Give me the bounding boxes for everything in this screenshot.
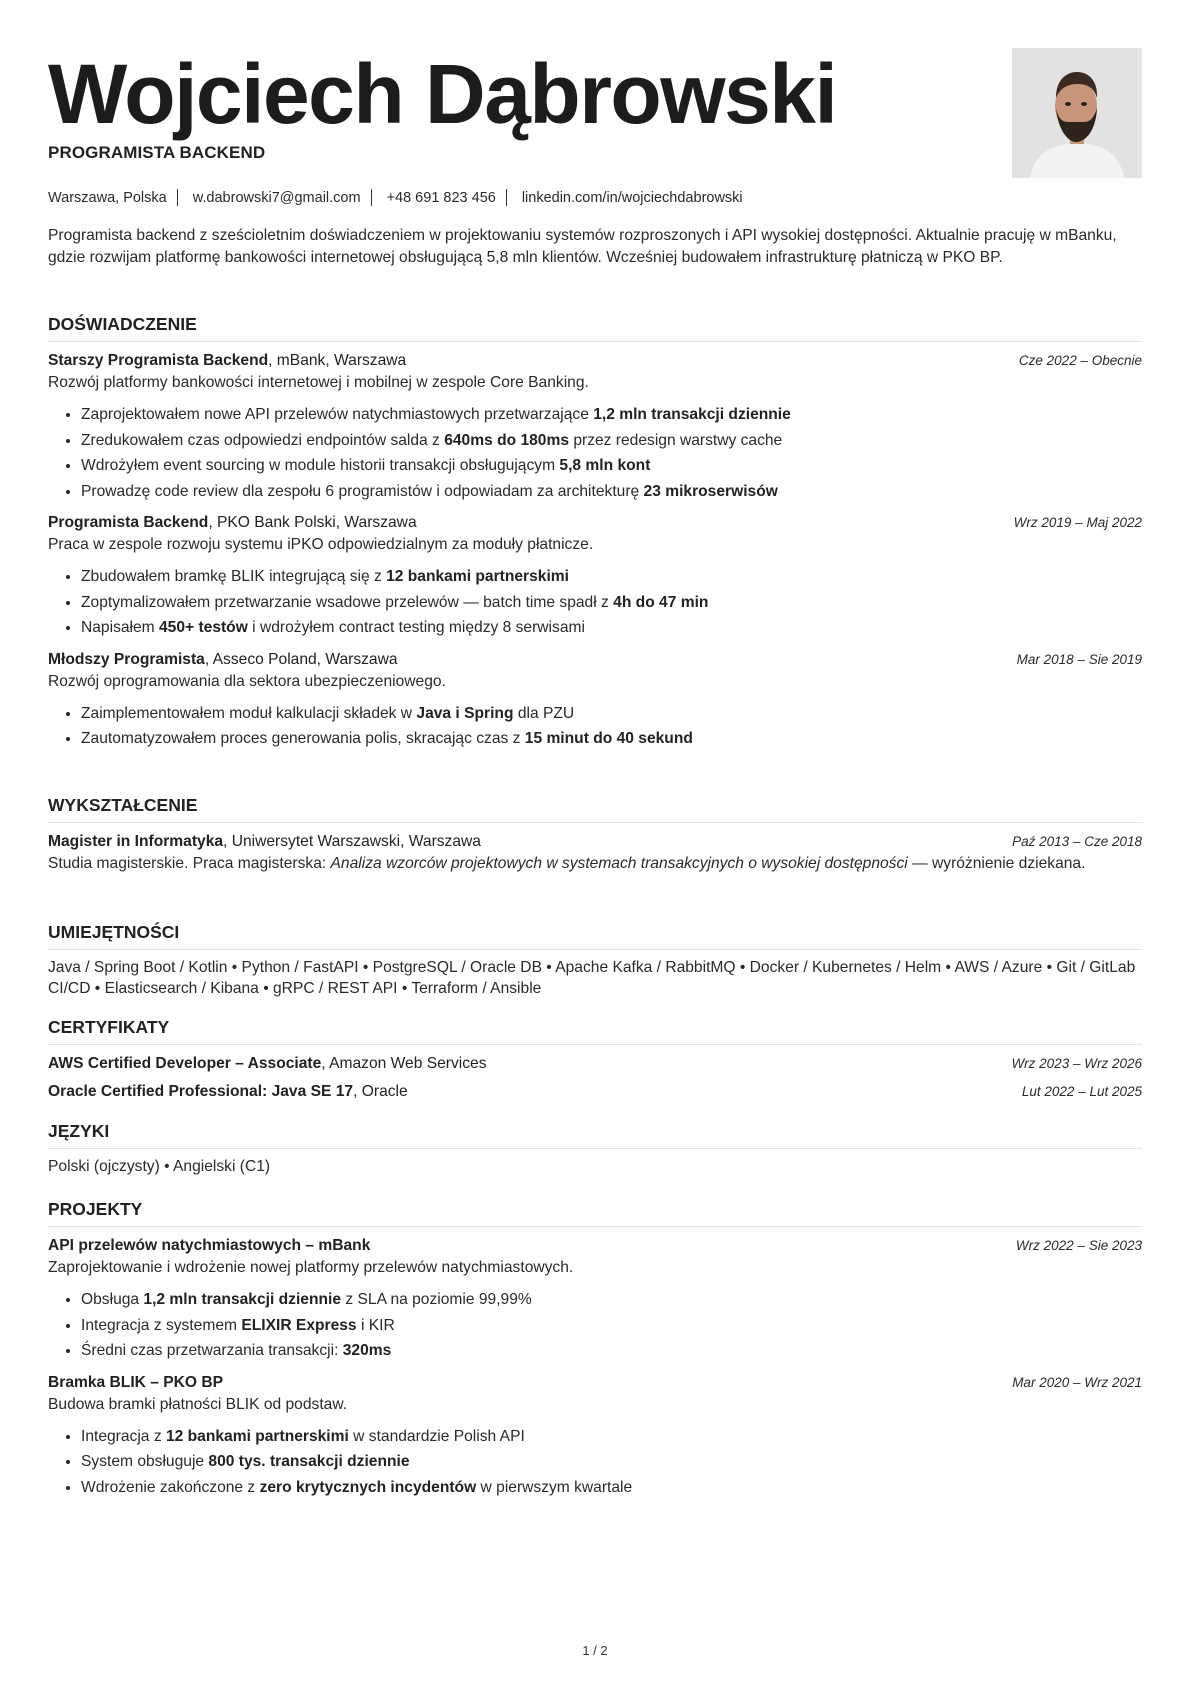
project-header bbox=[48, 1372, 1142, 1394]
bullet-item: • Obsługa 1,2 mln transakcji dziennie z SLA na poziomie 99,99% bbox=[81, 1287, 1142, 1313]
contact-linkedin[interactable]: linkedin.com/in/wojciechdabrowski bbox=[521, 189, 743, 206]
job-dates: Wrz 2019 – Maj 2022 bbox=[1013, 515, 1142, 530]
job-entry bbox=[48, 512, 1142, 641]
project-name: Bramka BLIK – PKO BP bbox=[48, 1373, 224, 1391]
profile-photo bbox=[1012, 48, 1142, 178]
certificate-name: Oracle Certified Professional: Java SE 17 bbox=[48, 1083, 354, 1100]
section-heading: WYKSZTAŁCENIE bbox=[48, 795, 1142, 823]
bullet-item: • Zautomatyzowałem proces generowania polis, skracając czas z 15 minut do 40 sekund bbox=[81, 726, 1142, 752]
project-description: Budowa bramki płatności BLIK od podstaw. bbox=[48, 1395, 348, 1413]
bullet-item: • Wdrożenie zakończone z zero krytycznych incydentów w pierwszym kwartale bbox=[81, 1475, 1142, 1501]
job-title: PROGRAMISTA BACKEND bbox=[48, 143, 266, 162]
job-header bbox=[48, 350, 1142, 372]
certificate-name: AWS Certified Developer – Associate bbox=[48, 1055, 322, 1072]
project-bullets bbox=[48, 1424, 1142, 1501]
project-dates: Wrz 2022 – Sie 2023 bbox=[1015, 1238, 1142, 1253]
education-section bbox=[48, 795, 1142, 875]
certificate-dates: Wrz 2023 – Wrz 2026 bbox=[1011, 1056, 1142, 1071]
bullet-item: • Zaimplementowałem moduł kalkulacji składek w Java i Spring dla PZU bbox=[81, 701, 1142, 727]
bullet-item: • Zbudowałem bramkę BLIK integrującą się z 12 bankami partnerskimi bbox=[81, 564, 1142, 590]
job-role: Programista Backend bbox=[48, 514, 209, 531]
job-bullets bbox=[48, 701, 1142, 752]
bullet-item: • Zoptymalizowałem przetwarzanie wsadowe przelewów — batch time spadł z 4h do 47 min bbox=[81, 590, 1142, 616]
job-dates: Cze 2022 – Obecnie bbox=[1018, 353, 1142, 368]
job-header bbox=[48, 512, 1142, 534]
job-role: Starszy Programista Backend bbox=[48, 352, 269, 369]
job-bullets bbox=[48, 402, 1142, 504]
job-header bbox=[48, 649, 1142, 671]
job-bullets bbox=[48, 564, 1142, 641]
job-company: , Asseco Poland, Warszawa bbox=[204, 650, 398, 668]
bullet-item: • Zaprojektowałem nowe API przelewów natychmiastowych przetwarzające 1,2 mln transakcji dziennie bbox=[81, 402, 1142, 428]
contact-separator bbox=[506, 189, 507, 206]
bullet-item: • Integracja z systemem ELIXIR Express i KIR bbox=[81, 1313, 1142, 1339]
contact-separator bbox=[371, 189, 372, 206]
certificate-item bbox=[48, 1053, 1142, 1075]
certificate-issuer: , Amazon Web Services bbox=[321, 1055, 487, 1072]
project-description: Zaprojektowanie i wdrożenie nowej platformy przelewów natychmiastowych. bbox=[48, 1259, 574, 1276]
bullet-item: • Prowadzę code review dla zespołu 6 programistów i odpowiadam za architekturę 23 mikroserwisów bbox=[81, 479, 1142, 505]
project-bullets bbox=[48, 1287, 1142, 1364]
candidate-name: Wojciech Dąbrowski bbox=[48, 47, 837, 141]
skills-list: Java / Spring Boot / Kotlin • Python / FastAPI • PostgreSQL / Oracle DB • Apache Kafka / RabbitMQ • Docker / Kubernetes / Helm • AWS / Azure • Git / GitLab CI/CD • Elasticsearch / Kibana • gRPC / REST API • Terraform / Ansible bbox=[48, 959, 1136, 997]
project-entry bbox=[48, 1372, 1142, 1501]
school-name: , Uniwersytet Warszawski, Warszawa bbox=[223, 833, 481, 850]
education-dates: Paź 2013 – Cze 2018 bbox=[1012, 834, 1142, 849]
bullet-item: • Napisałem 450+ testów i wdrożyłem contract testing między 8 serwisami bbox=[81, 615, 1142, 641]
job-dates: Mar 2018 – Sie 2019 bbox=[1016, 651, 1142, 667]
languages-list: Polski (ojczysty) • Angielski (C1) bbox=[48, 1158, 271, 1175]
resume-header bbox=[48, 0, 1142, 206]
skills-section bbox=[48, 922, 1142, 999]
section-heading: JĘZYKI bbox=[48, 1121, 1142, 1149]
certificate-item bbox=[48, 1081, 1142, 1103]
profile-summary: Programista backend z sześcioletnim doświadczeniem w projektowaniu systemów rozproszonych i API wysokiej dostępności. Aktualnie pracuję w mBanku, gdzie rozwijam platformę bankowości internetowej obsługującą 5,8 mln klientów. Wcześniej budowałem infrastrukturę płatniczą w PKO BP. bbox=[48, 227, 1117, 266]
job-company: , mBank, Warszawa bbox=[268, 352, 407, 369]
contact-separator bbox=[177, 189, 178, 206]
contact-location: Warszawa, Polska bbox=[48, 189, 167, 206]
bullet-item: • Wdrożyłem event sourcing w module historii transakcji obsługującym 5,8 mln kont bbox=[81, 453, 1142, 479]
project-header bbox=[48, 1235, 1142, 1257]
job-description: Praca w zespole rozwoju systemu iPKO odpowiedzialnym za moduły płatnicze. bbox=[48, 536, 594, 553]
job-role: Młodszy Programista bbox=[48, 650, 205, 668]
job-entry bbox=[48, 350, 1142, 504]
bullet-item: • Średni czas przetwarzania transakcji: 320ms bbox=[81, 1338, 1142, 1364]
section-heading: DOŚWIADCZENIE bbox=[48, 314, 1142, 342]
certificates-section bbox=[48, 1017, 1142, 1103]
section-heading: PROJEKTY bbox=[48, 1199, 1142, 1227]
job-company: , PKO Bank Polski, Warszawa bbox=[208, 514, 417, 531]
profile-photo-icon bbox=[1012, 48, 1142, 178]
certificate-dates: Lut 2022 – Lut 2025 bbox=[1021, 1084, 1142, 1099]
job-description: Rozwój platformy bankowości internetowej i mobilnej w zespole Core Banking. bbox=[48, 374, 589, 391]
page-indicator: 1 / 2 bbox=[582, 1643, 608, 1658]
degree-name: Magister in Informatyka bbox=[48, 833, 224, 850]
bullet-item: • Integracja z 12 bankami partnerskimi w standardzie Polish API bbox=[81, 1424, 1142, 1450]
education-header bbox=[48, 831, 1142, 853]
contact-info bbox=[48, 189, 743, 206]
projects-section bbox=[48, 1199, 1142, 1500]
section-heading: CERTYFIKATY bbox=[48, 1017, 1142, 1045]
project-name: API przelewów natychmiastowych – mBank bbox=[48, 1237, 371, 1254]
certificate-issuer: , Oracle bbox=[353, 1083, 408, 1100]
job-description: Rozwój oprogramowania dla sektora ubezpieczeniowego. bbox=[48, 672, 446, 690]
languages-section bbox=[48, 1121, 1142, 1178]
bullet-item: • System obsługuje 800 tys. transakcji dziennie bbox=[81, 1449, 1142, 1475]
bullet-item: • Zredukowałem czas odpowiedzi endpointów salda z 640ms do 180ms przez redesign warstwy cache bbox=[81, 428, 1142, 454]
section-heading: UMIEJĘTNOŚCI bbox=[48, 922, 1142, 950]
project-dates: Mar 2020 – Wrz 2021 bbox=[1012, 1374, 1142, 1390]
resume-page bbox=[48, 0, 1142, 1496]
project-entry bbox=[48, 1235, 1142, 1364]
experience-section bbox=[48, 314, 1142, 752]
contact-email[interactable]: w.dabrowski7@gmail.com bbox=[192, 189, 361, 206]
contact-phone[interactable]: +48 691 823 456 bbox=[386, 189, 496, 206]
job-entry bbox=[48, 649, 1142, 752]
education-description: Studia magisterskie. Praca magisterska: Analiza wzorców projektowych w systemach transakcyjnych o wysokiej dostępności — wyróżnienie dziekana. bbox=[48, 855, 1086, 872]
